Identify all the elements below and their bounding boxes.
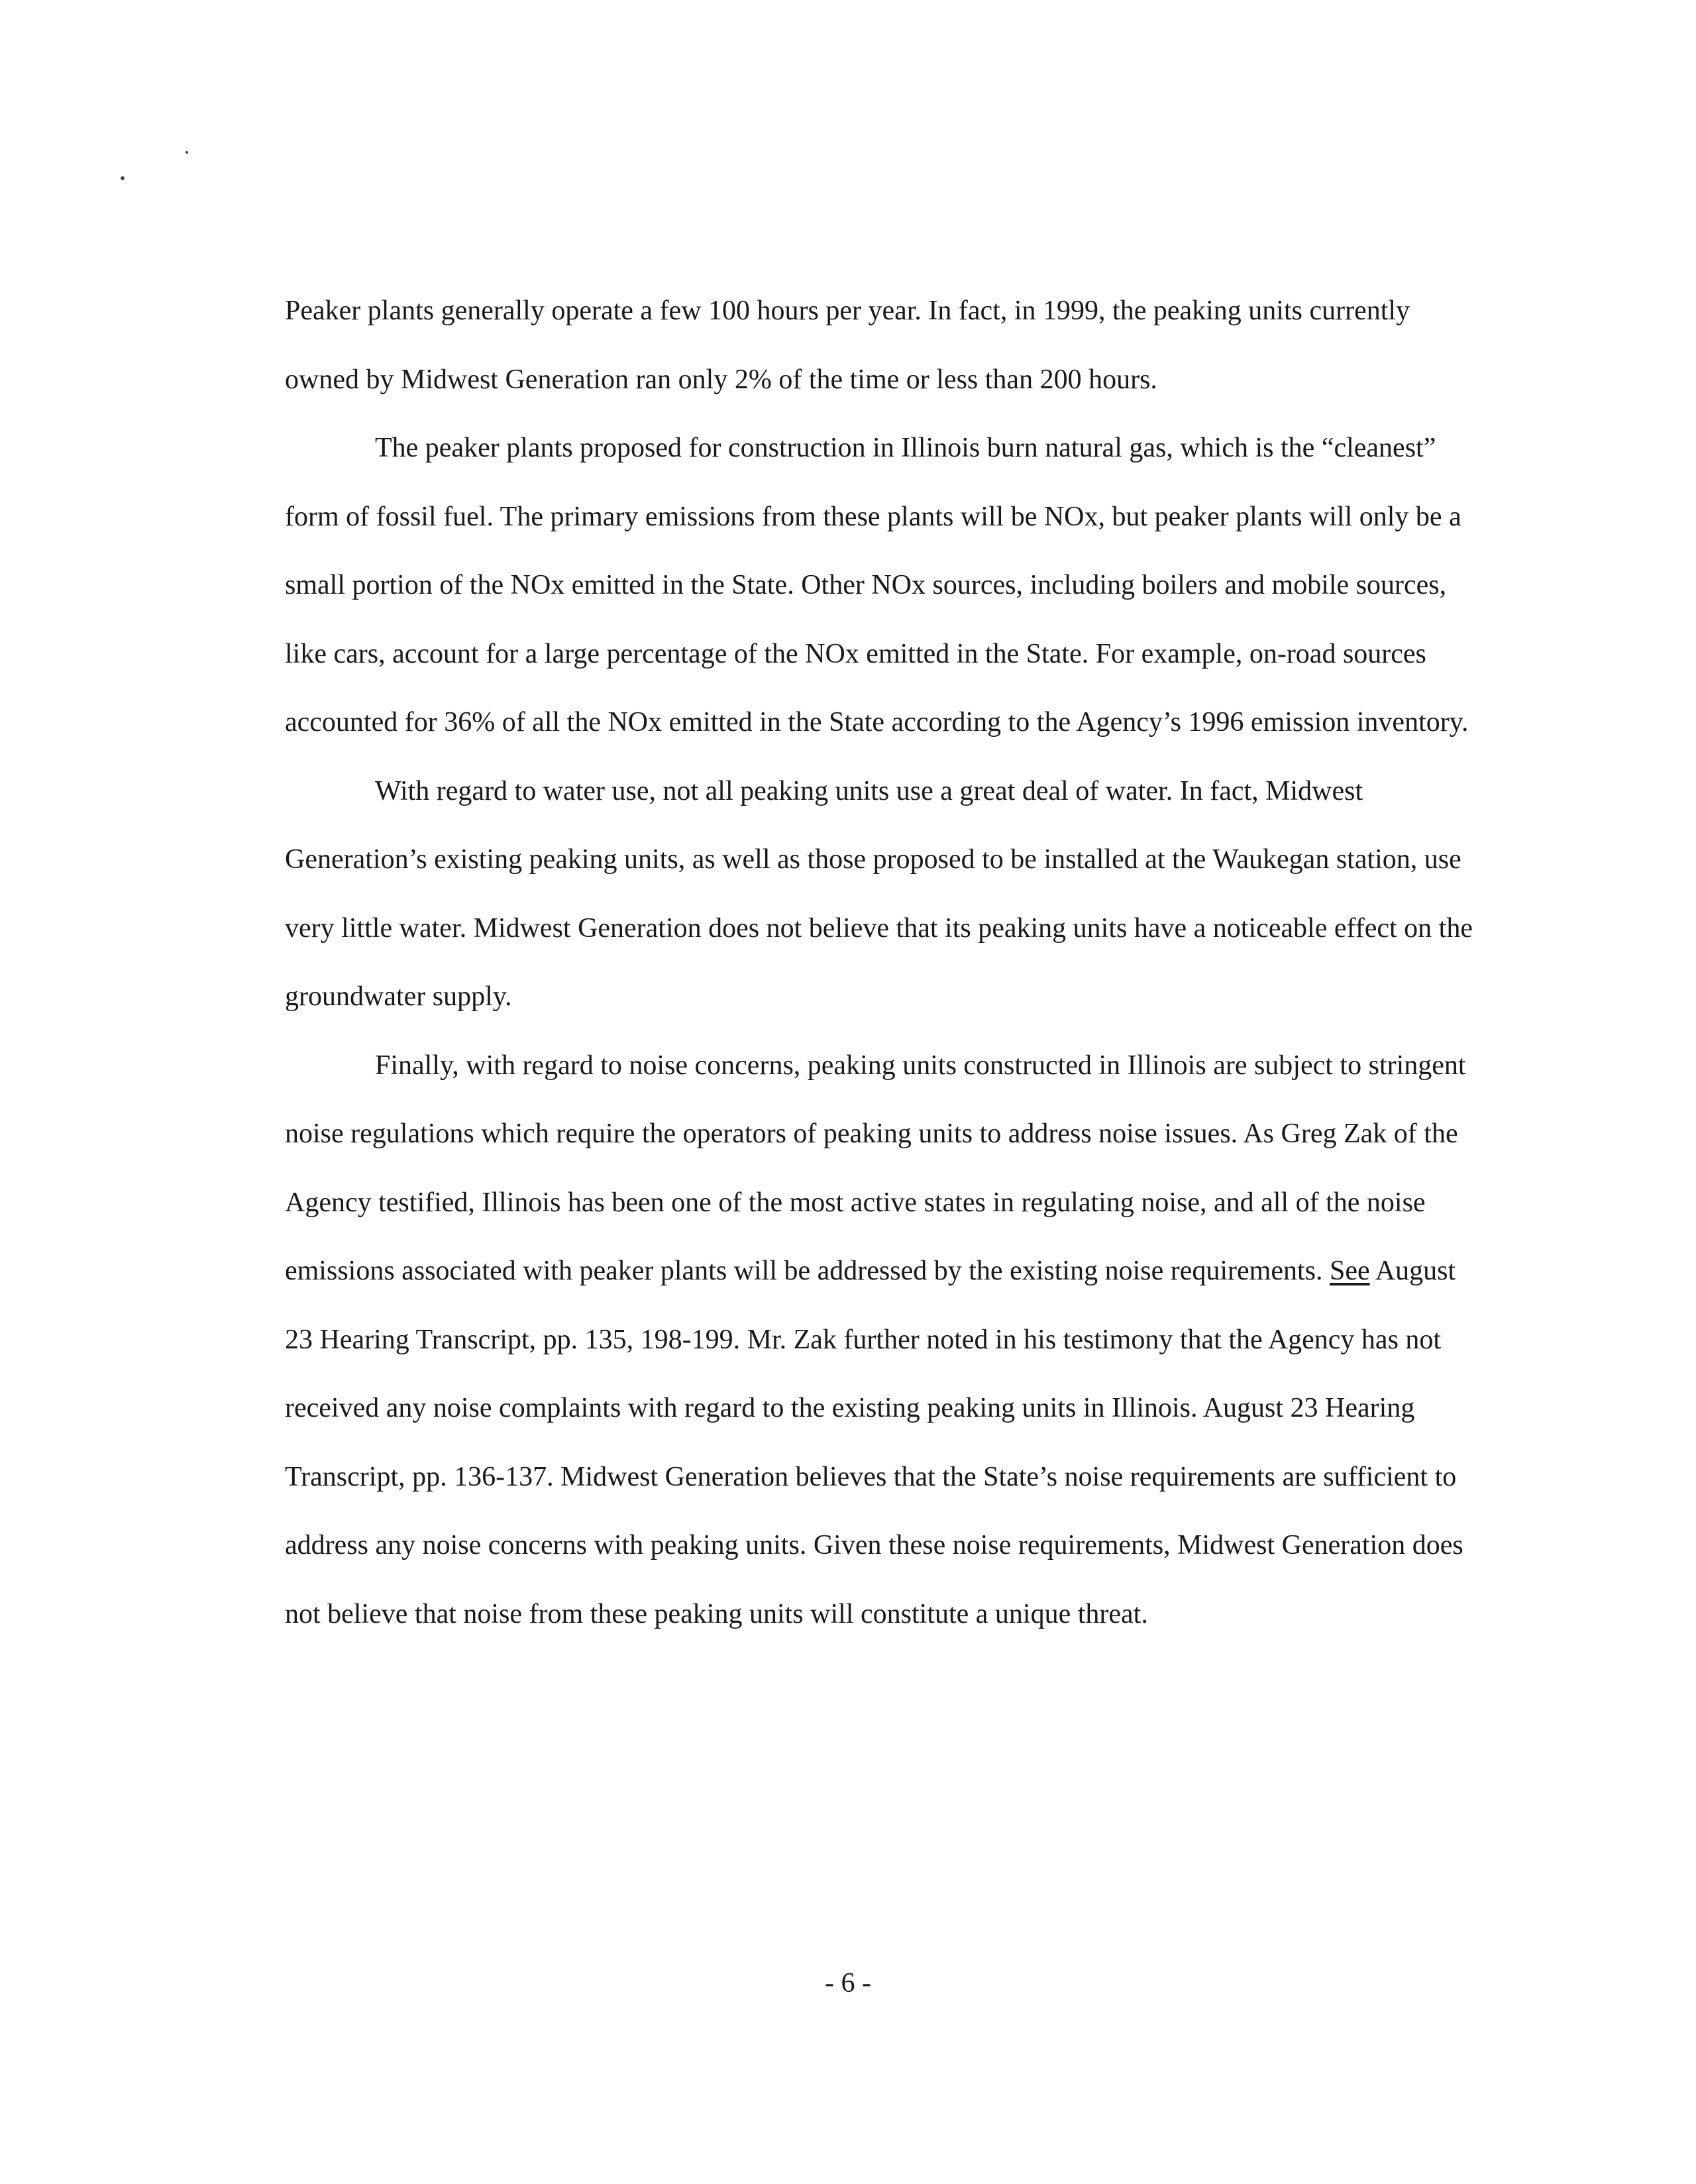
body-text — [285, 277, 1484, 1649]
paragraph-4-text-a: Finally, with regard to noise concerns, peaking units constructed in Illinois are subject to stringent noise regulations which require the operators of peaking units to address noise issues. As Greg Zak of the Agency testified, Illinois has been one of the most active states in regulating noise, and all of the noise emissions associated with peaker plants will be addressed by the existing noise requirements. — [285, 1050, 1466, 1286]
paragraph-4-text-b: August 23 Hearing Transcript, pp. 135, 198-199. Mr. Zak further noted in his testimony that the Agency has not received any noise complaints with regard to the existing peaking units in Illinois. August 23 Hearing Transcript, pp. 136-137. Midwest Generation believes that the State’s noise requirements are sufficient to address any noise concerns with peaking units. Given these noise requirements, Midwest Generation does not believe that noise from these peaking units will constitute a unique threat. — [285, 1256, 1463, 1629]
paragraph-1: Peaker plants generally operate a few 100 hours per year. In fact, in 1999, the peaking units currently owned by Midwest Generation ran only 2% of the time or less than 200 hours. — [285, 296, 1410, 395]
scan-speck — [121, 176, 125, 180]
see-citation-signal: See — [1329, 1256, 1370, 1286]
scan-speck — [186, 151, 188, 154]
paragraph-3: With regard to water use, not all peaking units use a great deal of water. In fact, Midwest Generation’s existing peaking units, as well as those proposed to be installed at the Waukegan station, use very little water. Midwest Generation does not believe that its peaking units have a noticeable effect on the groundwater supply. — [285, 775, 1473, 1012]
page-number: - 6 - — [825, 1968, 871, 1998]
paragraph-2: The peaker plants proposed for construction in Illinois burn natural gas, which is the “cleanest” form of fossil fuel. The primary emissions from these plants will be NOx, but peaker plants will only be a small portion of the NOx emitted in the State. Other NOx sources, including boilers and mobile sources, like cars, account for a large percentage of the NOx emitted in the State. For example, on-road sources accounted for 36% of all the NOx emitted in the State according to the Agency’s 1996 emission inventory. — [285, 433, 1469, 737]
paragraph-4 — [285, 1032, 1484, 1649]
